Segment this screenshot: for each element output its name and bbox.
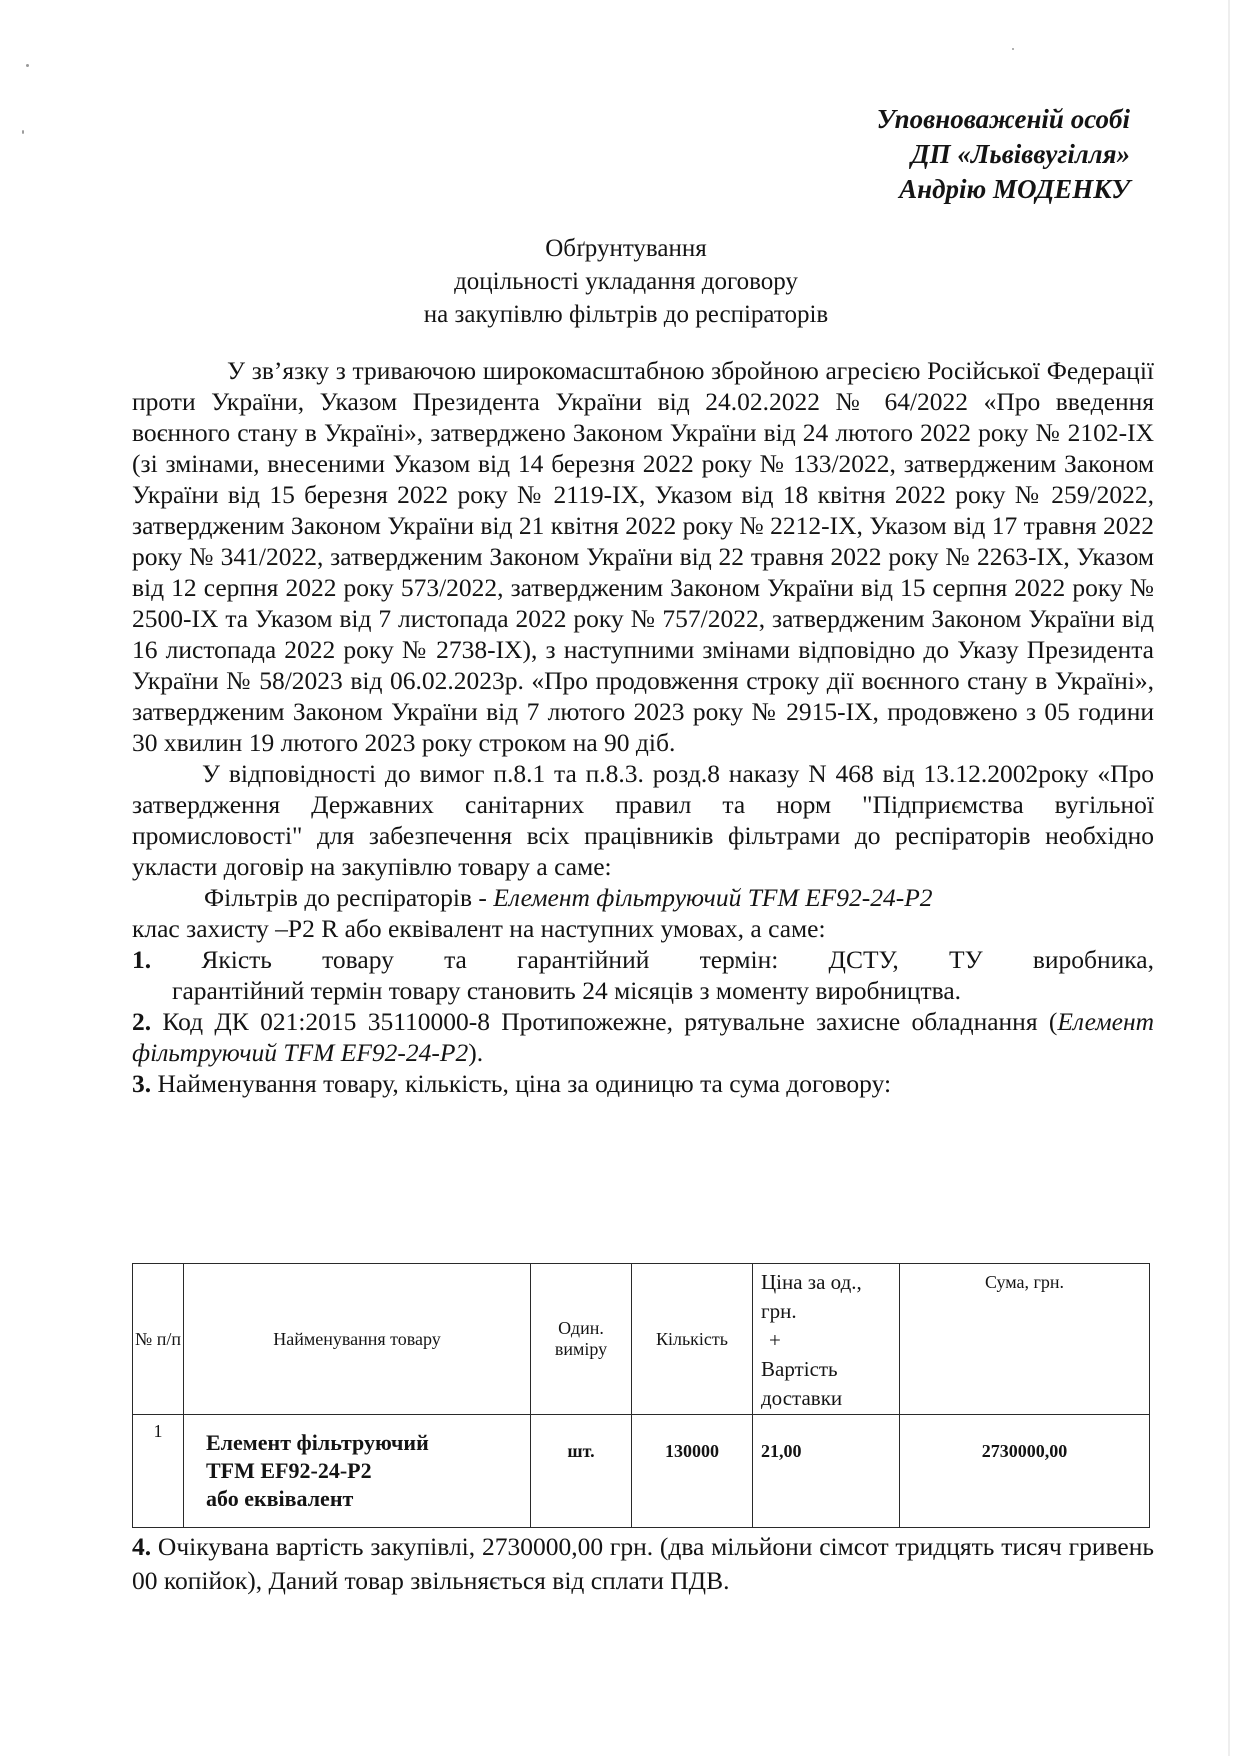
- row-qty: 130000: [632, 1415, 753, 1528]
- list-item: [132, 1068, 1154, 1099]
- header-price-line-5: доставки: [761, 1386, 843, 1410]
- paragraph-martial-law: У зв’язку з триваючою широкомасштабною збройною агресією Російської Федерації проти України, Указом Президента України від 24.02.2022 № 64/2022 «Про введення воєнного стану в Україні», затверджено Законом України від 24 лютого 2022 року № 2102-ІХ (зі змінами, внесеними Указом від 14 березня 2022 року № 133/2022, затвердженим Законом України від 15 березня 2022 року № 2119-ІХ, Указом від 18 квітня 2022 року № 259/2022, затвердженим Законом України від 21 квітня 2022 року № 2212-ІХ, Указом від 17 травня 2022 року № 341/2022, затвердженим Законом України від 22 травня 2022 року № 2263-ІХ, Указом від 12 серпня 2022 року 573/2022, затвердженим Законом України від 15 серпня 2022 року № 2500-ІХ та Указом від 7 листопада 2022 року № 757/2022, затвердженим Законом України від 16 листопада 2022 року № 2738-ІХ), з наступними змінами відповідно до Указу Президента України № 58/2023 від 06.02.2023р. «Про продовження строку дії воєнного стану в Україні», затвердженим Законом України від 7 лютого 2023 року № 2915-ІХ, продовжено з 05 години 30 хвилин 19 лютого 2023 року строком на 90 діб.: [132, 356, 1154, 757]
- row-price: 21,00: [753, 1415, 900, 1528]
- row-name-line-3: або еквівалент: [206, 1486, 354, 1511]
- addressee-block: [877, 102, 1130, 207]
- header-unit: [531, 1264, 632, 1415]
- header-name: Найменування товару: [184, 1264, 531, 1415]
- item-2-open: (: [1037, 1007, 1058, 1036]
- item-4-text: Очікувана вартість закупівлі, 2730000,00 грн. (два мільйони сімсот тридцять тисяч гривень 00 копійок), Даний товар звільняється від сплати ПДВ.: [132, 1532, 1154, 1595]
- list-item: [132, 944, 1154, 1006]
- scan-speck: [26, 64, 29, 67]
- header-price-line-2: грн.: [761, 1299, 797, 1323]
- item-1-text-a: Якість товару та гарантійний термін: ДСТУ, ТУ виробника,: [201, 945, 1154, 974]
- item-number: 4.: [132, 1532, 152, 1561]
- header-price-line-3: +: [769, 1328, 781, 1352]
- document-body: [132, 355, 1154, 1099]
- item-number: 1.: [132, 945, 152, 974]
- row-num: 1: [133, 1415, 184, 1528]
- title-line-3: на закупівлю фільтрів до респіраторів: [423, 301, 829, 328]
- title-line-2: доцільності укладання договору: [454, 268, 798, 295]
- item-1-line-a: [132, 944, 1154, 975]
- header-qty: Кількість: [632, 1264, 753, 1415]
- goods-table: [132, 1263, 1150, 1528]
- row-name-line-2: TFM EF92-24-P2: [206, 1458, 372, 1483]
- item-1-line-b: гарантійний термін товару становить 24 місяців з моменту виробництва.: [172, 976, 962, 1005]
- item-2-text-a: Код ДК 021:2015 35110000-8 Протипожежне, рятувальне захисне обладнання: [162, 1007, 1038, 1036]
- row-sum: 2730000,00: [900, 1415, 1150, 1528]
- product-class-line: клас захисту –P2 R або еквівалент на наступних умовах, а саме:: [132, 914, 826, 943]
- header-sum: Сума, грн.: [900, 1264, 1150, 1415]
- scan-speck: [1012, 48, 1014, 50]
- item-3-text: Найменування товару, кількість, ціна за одиницю та сума договору:: [157, 1069, 892, 1098]
- item-2-close: ).: [468, 1038, 484, 1067]
- header-num: № п/п: [133, 1264, 184, 1415]
- product-name: Елемент фільтруючий TFM EF92-24-P2: [493, 883, 933, 912]
- table-header-row: [133, 1264, 1150, 1415]
- paragraph-requirements: У відповідності до вимог п.8.1 та п.8.3. розд.8 наказу N 468 від 13.12.2002року «Про затвердження Державних санітарних правил та норм "Підприємства вугільної промисловості" для забезпечення всіх працівників фільтрами до респіраторів необхідно укласти договір на закупівлю товару а саме:: [132, 759, 1154, 881]
- header-unit-line-2: виміру: [554, 1339, 608, 1359]
- row-name-line-1: Елемент фільтруючий: [206, 1430, 429, 1455]
- header-unit-line-1: Один.: [558, 1318, 604, 1338]
- product-line: [132, 882, 1154, 913]
- addressee-line-1: Уповноваженій особі: [876, 104, 1130, 134]
- header-price-line-4: Вартість: [761, 1357, 838, 1381]
- header-price-line-1: Ціна за од.,: [761, 1270, 862, 1294]
- addressee-line-2: ДП «Львіввугілля»: [911, 139, 1130, 169]
- item-2-product: Елемент фільтруючий TFM EF92-24-P2: [132, 1007, 1155, 1067]
- scan-speck: [22, 130, 24, 134]
- document-title: [0, 232, 1252, 331]
- row-name: [184, 1415, 531, 1528]
- item-4-paragraph: [132, 1530, 1154, 1598]
- header-price: [753, 1264, 900, 1415]
- addressee-line-3: Андрію МОДЕНКУ: [899, 174, 1130, 204]
- table-row: [133, 1415, 1150, 1528]
- list-item: [132, 1006, 1154, 1068]
- item-number: 3.: [132, 1069, 152, 1098]
- item-number: 2.: [132, 1007, 152, 1036]
- list-item: [132, 1530, 1154, 1598]
- title-line-1: Обґрунтування: [545, 235, 707, 262]
- row-unit: шт.: [531, 1415, 632, 1528]
- product-prefix: Фільтрів до респіраторів -: [204, 883, 494, 912]
